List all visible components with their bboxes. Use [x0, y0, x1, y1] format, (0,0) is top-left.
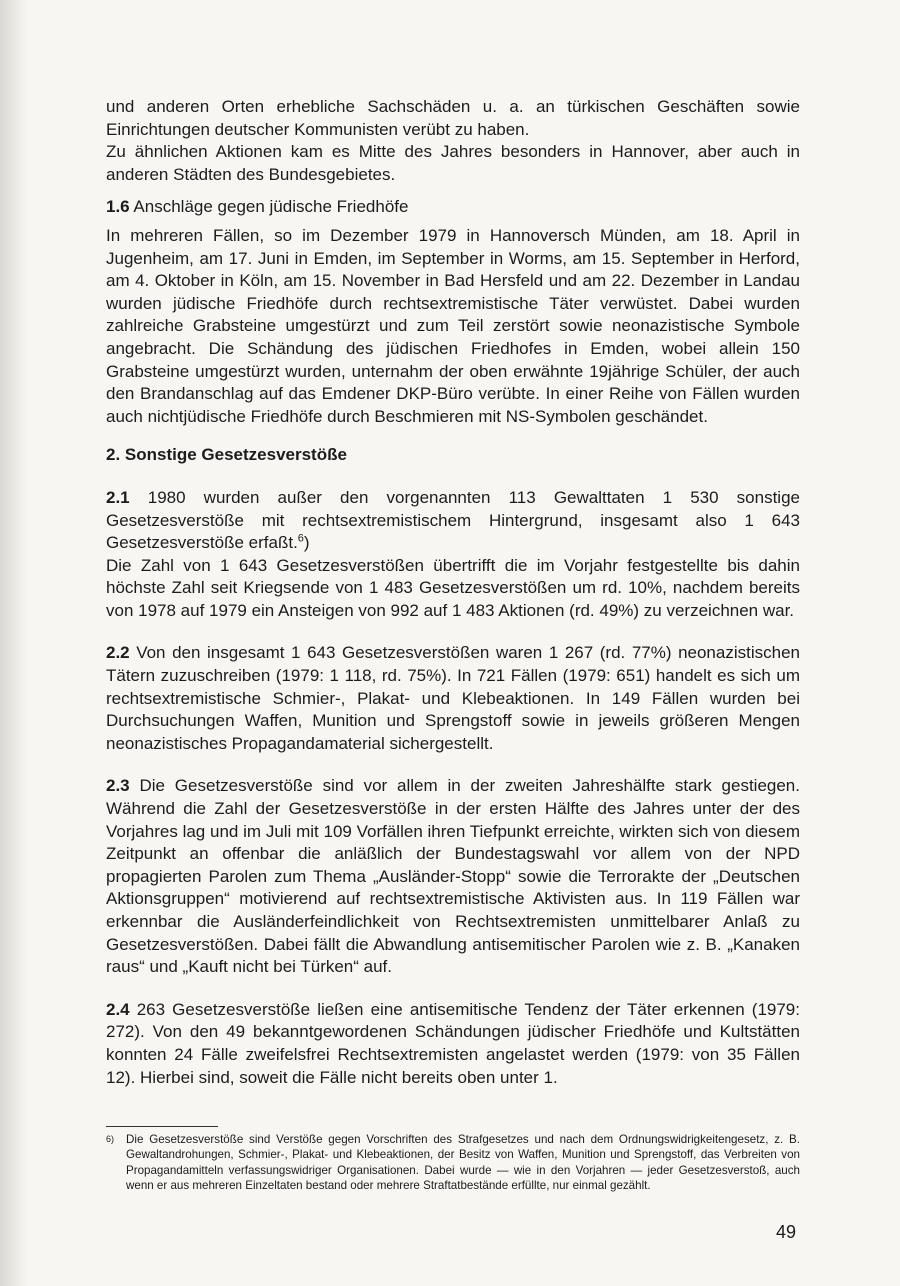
section-1-6-heading [106, 196, 800, 219]
section-body: Von den insgesamt 1 643 Gesetzesverstößen waren 1 267 (rd. 77%) neonazistischen Tätern zuzuschreiben (1979: 1 118, rd. 75%). In 721 Fällen (1979: 651) handelt es sich um rechtsextremistische Schmier-, Plakat- und Klebeaktionen. In 149 Fällen wurden bei Durchsuchungen Waffen, Munition und Sprengstoff sowie in jeweils größeren Mengen neonazistisches Propagandamaterial sichergestellt. [106, 643, 800, 753]
section-2-1-paragraph [106, 487, 800, 555]
section-2-3-paragraph [106, 775, 800, 978]
scan-edge-shadow [0, 0, 28, 1286]
intro-paragraph-2: Zu ähnlichen Aktionen kam es Mitte des Jahres besonders in Hannover, aber auch in anderen Städten des Bundesgebietes. [106, 142, 800, 184]
section-2-4-paragraph [106, 999, 800, 1089]
section-number: 1.6 [106, 197, 130, 217]
section-body: 263 Gesetzesverstöße ließen eine antisemitische Tendenz der Täter erkennen (1979: 272). Von den 49 bekanntgewordenen Schändungen jüdischer Friedhöfe und Kultstätten konnten 24 Fälle zweifelsfrei Rechtsextremisten angelastet werden (1979: von 35 Fällen 12). Hierbei sind, soweit die Fälle nicht bereits oben unter 1. [106, 999, 800, 1087]
footnote-text: Die Gesetzesverstöße sind Verstöße gegen Vorschriften des Strafgesetzes und nach dem Ordnungswidrigkeitengesetz, z. B. Gewaltandrohungen, Schmier-, Plakat- und Klebeaktionen, der Besitz von Waffen, Munition und Sprengstoff, das Verbreiten von Propagandamitteln verfassungswidriger Organisationen. Dabei wurde — wie in den Vorjahren — jeder Gesetzesverstoß, auch wenn er aus mehreren Einzeltaten bestand oder mehrere Straftatbestände erfüllte, nur einmal gezählt. [126, 1133, 800, 1192]
section-number: 2.3 [106, 776, 130, 796]
section-number: 2.4 [106, 999, 130, 1019]
section-number: 2.2 [106, 643, 130, 663]
section-body: 1980 wurden außer den vorgenannten 113 Gewalttaten 1 530 sonstige Gesetzesverstöße mit rechtsextremistischem Hintergrund, insgesamt also 1 643 Gesetzesverstöße erfaßt. [106, 487, 800, 553]
section-2-heading: 2. Sonstige Gesetzesverstöße [106, 445, 347, 465]
page-body [106, 96, 800, 1089]
section-1-6-body: In mehreren Fällen, so im Dezember 1979 in Hannoversch Münden, am 18. April in Jugenheim, am 17. Juni in Emden, im September in Worms, am 15. September in Herford, am 4. Oktober in Köln, am 15. November in Bad Hersfeld und am 22. Dezember in Landau wurden jüdische Friedhöfe durch rechtsextremistische Täter verwüstet. Dabei wurden zahlreiche Grabsteine umgestürzt und zum Teil zerstört sowie neonazistische Symbole angebracht. Die Schändung des jüdischen Friedhofes in Emden, wobei allein 150 Grabsteine umgestürzt wurden, unternahm der oben erwähnte 19jährige Schüler, der auch den Brandanschlag auf das Emdener DKP-Büro verübte. In einer Reihe von Fällen wurden auch nichtjüdische Friedhöfe durch Beschmieren mit NS-Symbolen geschändet. [106, 225, 800, 426]
footnote [106, 1132, 800, 1193]
intro-paragraph-1: und anderen Orten erhebliche Sachschäden u. a. an türkischen Geschäften sowie Einrichtungen deutscher Kommunisten verübt zu haben. [106, 97, 800, 139]
page-number: 49 [776, 1222, 797, 1242]
footnote-reference: 6 [297, 532, 304, 545]
footnote-mark: 6) [106, 1134, 115, 1144]
section-2-1-paragraph-2: Die Zahl von 1 643 Gesetzesverstößen übertrifft die im Vorjahr festgestellte bis dahin höchste Zahl seit Kriegsende von 1 483 Gesetzesverstößen um rd. 10%, nachdem bereits von 1978 auf 1979 ein Ansteigen von 992 auf 1 483 Aktionen (rd. 49%) zu verzeichnen war. [106, 555, 800, 620]
section-number: 2.1 [106, 487, 130, 507]
footnote-divider [106, 1126, 218, 1127]
section-2-2-paragraph [106, 642, 800, 755]
section-body: Die Gesetzesverstöße sind vor allem in der zweiten Jahreshälfte stark gestiegen. Während die Zahl der Gesetzesverstöße in der ersten Hälfte des Jahres unter der des Vorjahres lag und im Juli mit 109 Vorfällen ihren Tiefpunkt erreichte, wirkten sich von diesem Zeitpunkt an offenbar die anläßlich der Bundestagswahl vor allem von der NPD propagierten Parolen zum Thema „Ausländer-Stopp“ sowie die Terrorakte der „Deutschen Aktionsgruppen“ motivierend auf rechtsextremistische Aktivisten aus. In 119 Fällen war erkennbar die Ausländerfeindlichkeit von Rechtsextremisten unmittelbarer Anlaß zu Gesetzesverstößen. Dabei fällt die Abwandlung antisemitischer Parolen wie z. B. „Kanaken raus“ und „Kauft nicht bei Türken“ auf. [106, 776, 800, 977]
footnote-ref-paren: ) [303, 533, 310, 553]
section-title: Anschläge gegen jüdische Friedhöfe [129, 197, 409, 217]
